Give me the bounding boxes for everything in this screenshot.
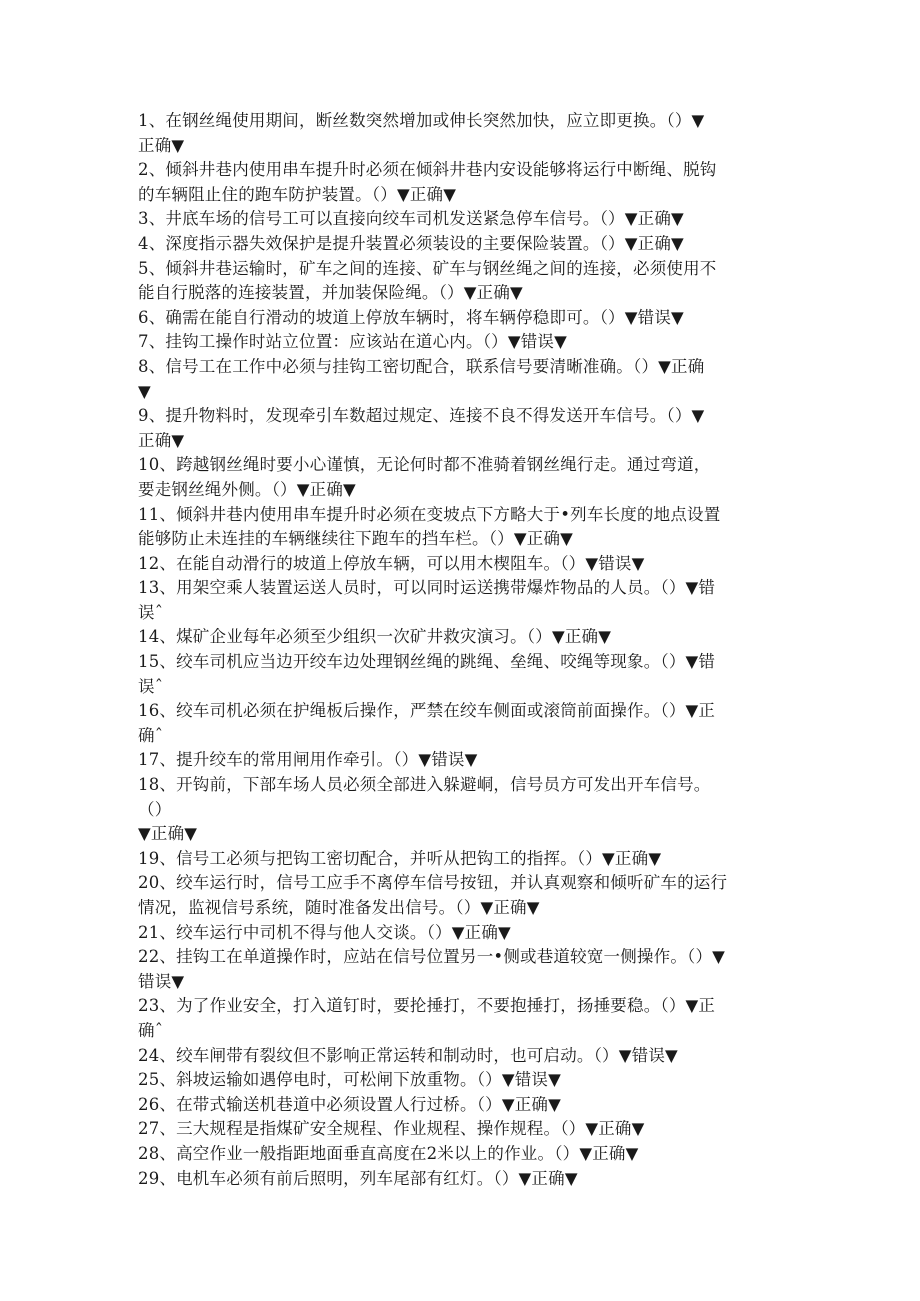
text-line: 要走钢丝绳外侧。（）▼正确▼ — [138, 479, 356, 499]
text-line: 18、开钩前，下部车场人员必须全部进入躲避峒，信号员方可发出开车信号。 — [138, 775, 711, 795]
text-line: 3、井底车场的信号工可以直接向绞车司机发送紧急停车信号。（）▼正确▼ — [138, 209, 684, 229]
text-line: 错误▼ — [138, 971, 185, 991]
text-line: 22、挂钩工在单道操作时，应站在信号位置另一•侧或巷道较宽一侧操作。（）▼ — [138, 947, 726, 967]
text-line: 23、为了作业安全，打入道钉时，要抡捶打，不要抱捶打，扬捶要稳。（）▼正 — [138, 996, 716, 1016]
text-line: （） — [138, 799, 172, 819]
text-line: 14、煤矿企业每年必须至少组织一次矿井救灾演习。（）▼正确▼ — [138, 627, 612, 647]
text-line: 16、绞车司机必须在护绳板后操作，严禁在绞车侧面或滚筒前面操作。（）▼正 — [138, 701, 716, 721]
text-line: 误ˆ — [138, 602, 164, 622]
text-line: 13、用架空乘人装置运送人员时，可以同时运送携带爆炸物品的人员。（）▼错 — [138, 578, 716, 598]
text-line: 10、跨越钢丝绳时要小心谨慎，无论何时都不准骑着钢丝绳行走。通过弯道， — [138, 455, 711, 475]
text-line: 确ˆ — [138, 1020, 164, 1040]
text-line: 25、斜坡运输如遇停电时，可松闸下放重物。（）▼错误▼ — [138, 1070, 562, 1090]
text-line: 26、在带式输送机巷道中必须设置人行过桥。（）▼正确▼ — [138, 1094, 562, 1114]
text-line: 27、三大规程是指煤矿安全规程、作业规程、操作规程。（）▼正确▼ — [138, 1119, 645, 1139]
text-line: ▼正确▼ — [138, 824, 198, 844]
text-line: 15、绞车司机应当边开绞车边处理钢丝绳的跳绳、垒绳、咬绳等现象。（）▼错 — [138, 652, 716, 672]
text-line: 28、高空作业一般指距地面垂直高度在2米以上的作业。（）▼正确▼ — [138, 1143, 639, 1163]
text-line: 9、提升物料时，发现牵引车数超过规定、连接不良不得发送开车信号。（）▼ — [138, 406, 705, 426]
text-line: 能自行脱落的连接装置，并加装保险绳。（）▼正确▼ — [138, 283, 523, 303]
text-line: 1、在钢丝绳使用期间，断丝数突然增加或伸长突然加快，应立即更换。（）▼ — [138, 111, 705, 130]
text-line: 17、提升绞车的常用闸用作牵引。（）▼错误▼ — [138, 750, 478, 770]
text-line: 情况，监视信号系统，随时准备发出信号。（）▼正确▼ — [138, 898, 540, 917]
text-line: 正确▼ — [138, 430, 185, 450]
text-line: 6、确需在能自行滑动的坡道上停放车辆时，将车辆停稳即可。（）▼错误▼ — [138, 307, 684, 327]
text-line: 误ˆ — [138, 676, 164, 696]
text-line: 8、信号工在工作中必须与挂钩工密切配合，联系信号要清晰准确。（）▼正确 — [138, 356, 705, 376]
text-line: 20、绞车运行时，信号工应手不离停车信号按钮，并认真观察和倾听矿车的运行 — [138, 873, 728, 893]
text-line: 24、绞车闸带有裂纹但不影响正常运转和制动时，也可启动。（）▼错误▼ — [138, 1045, 678, 1065]
text-line: 正确▼ — [138, 135, 185, 155]
text-line: 21、绞车运行中司机不得与他人交谈。（）▼正确▼ — [138, 922, 511, 942]
text-line: 12、在能自动滑行的坡道上停放车辆，可以用木楔阻车。（）▼错误▼ — [138, 553, 645, 573]
text-line: 确ˆ — [138, 725, 164, 745]
text-line: ▼ — [138, 381, 151, 401]
text-line: 4、深度指示器失效保护是提升装置必须装设的主要保险装置。（）▼正确▼ — [138, 233, 684, 253]
text-line: 2、倾斜井巷内使用串车提升时必须在倾斜井巷内安设能够将运行中断绳、脱钩 — [138, 160, 717, 180]
question-list — [138, 109, 788, 1191]
text-line: 能够防止未连挂的车辆继续往下跑车的挡车栏。（）▼正确▼ — [138, 529, 574, 549]
text-line: 11、倾斜井巷内使用串车提升时必须在变坡点下方略大于•列车长度的地点设置 — [138, 504, 721, 524]
text-line: 29、电机车必须有前后照明，列车尾部有红灯。（）▼正确▼ — [138, 1168, 578, 1188]
text-line: 19、信号工必须与把钩工密切配合，并听从把钩工的指挥。（）▼正确▼ — [138, 848, 662, 868]
text-line: 7、挂钩工操作时站立位置：应该站在道心内。（）▼错误▼ — [138, 332, 568, 352]
text-line: 5、倾斜井巷运输时，矿车之间的连接、矿车与钢丝绳之间的连接，必须使用不 — [138, 258, 717, 278]
text-line: 的车辆阻止住的跑车防护装置。（）▼正确▼ — [138, 184, 457, 204]
